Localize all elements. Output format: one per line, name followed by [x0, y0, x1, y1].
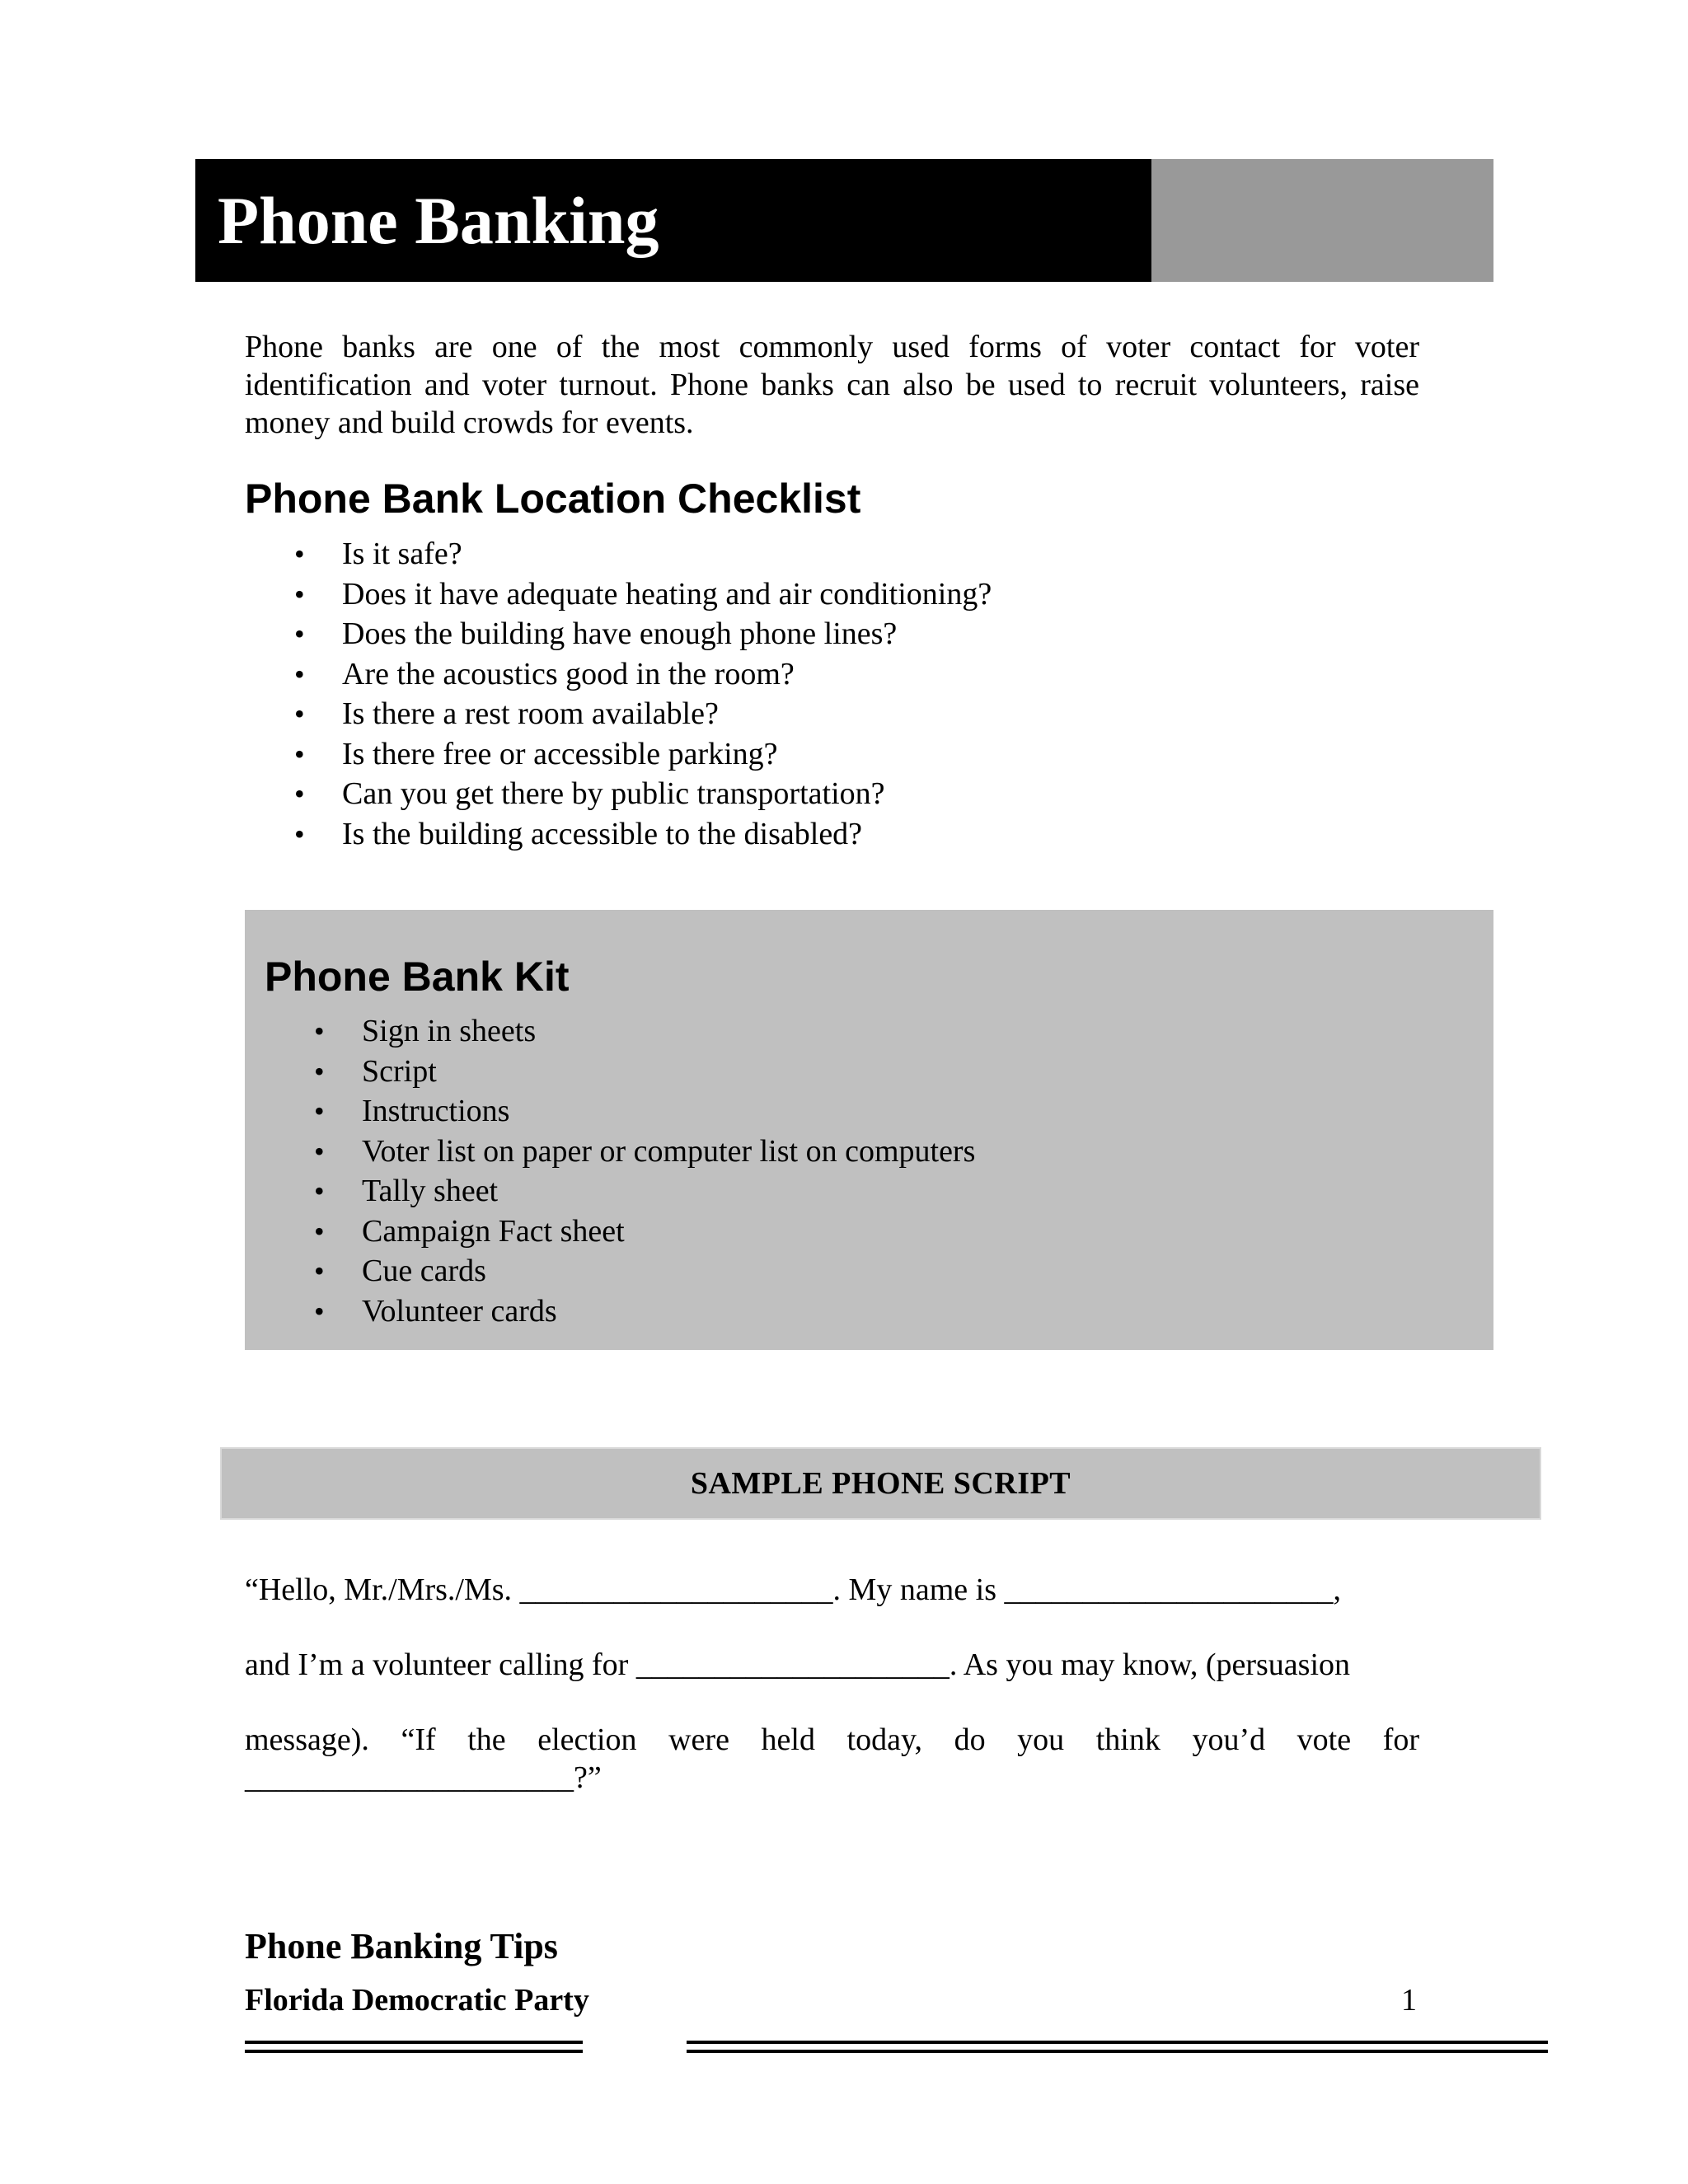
list-item: • Is the building accessible to the disabled?	[245, 814, 1419, 855]
list-item: • Sign in sheets	[265, 1011, 1439, 1052]
footer-rule-left-top	[245, 2041, 583, 2044]
list-item: • Cue cards	[265, 1251, 1439, 1291]
checklist-list	[245, 534, 1419, 854]
script-line-4: _____________________?”	[245, 1760, 602, 1795]
list-item: • Campaign Fact sheet	[265, 1212, 1439, 1252]
list-item: • Instructions	[265, 1091, 1439, 1132]
list-item: • Are the acoustics good in the room?	[245, 654, 1419, 695]
script-line-3: message). “If the election were held today, do you think you’d vote for	[245, 1722, 1419, 1757]
list-item: • Is it safe?	[245, 534, 1419, 574]
list-item: • Script	[265, 1052, 1439, 1092]
script-line-2: and I’m a volunteer calling for ____________________. As you may know, (persuasion	[245, 1647, 1351, 1682]
list-item: • Volunteer cards	[265, 1291, 1439, 1332]
kit-heading: Phone Bank Kit	[265, 954, 570, 1000]
list-item: • Does the building have enough phone lines?	[245, 614, 1419, 654]
page-number: 1	[1401, 1983, 1417, 2018]
script-line-1: “Hello, Mr./Mrs./Ms. ____________________. My name is _____________________,	[245, 1572, 1341, 1607]
list-item: • Voter list on paper or computer list on computers	[265, 1132, 1439, 1172]
footer-rule-right-bottom	[687, 2050, 1548, 2053]
title-banner-black	[195, 159, 1151, 282]
footer-rule-right-top	[687, 2041, 1548, 2044]
list-item: • Is there a rest room available?	[245, 694, 1419, 734]
intro-paragraph: Phone banks are one of the most commonly used forms of voter contact for voter identification and voter turnout. Phone banks can also be used to recruit volunteers, raise money and build crowds for events.	[245, 330, 1419, 440]
sample-script-heading: SAMPLE PHONE SCRIPT	[690, 1466, 1071, 1501]
list-item: • Does it have adequate heating and air conditioning?	[245, 574, 1419, 615]
footer-rule-left-bottom	[245, 2050, 583, 2053]
title-banner	[195, 159, 1493, 282]
page-title: Phone Banking	[218, 182, 659, 258]
footer-title: Phone Banking Tips	[245, 1926, 558, 1966]
list-item: • Is there free or accessible parking?	[245, 734, 1419, 775]
title-banner-gray	[1151, 159, 1493, 282]
kit-list	[265, 1011, 1439, 1331]
checklist-heading: Phone Bank Location Checklist	[245, 476, 861, 522]
list-item: • Can you get there by public transportation?	[245, 774, 1419, 814]
list-item: • Tally sheet	[265, 1171, 1439, 1212]
sample-script-heading-bar	[220, 1447, 1541, 1520]
footer-organization: Florida Democratic Party	[245, 1983, 589, 2018]
